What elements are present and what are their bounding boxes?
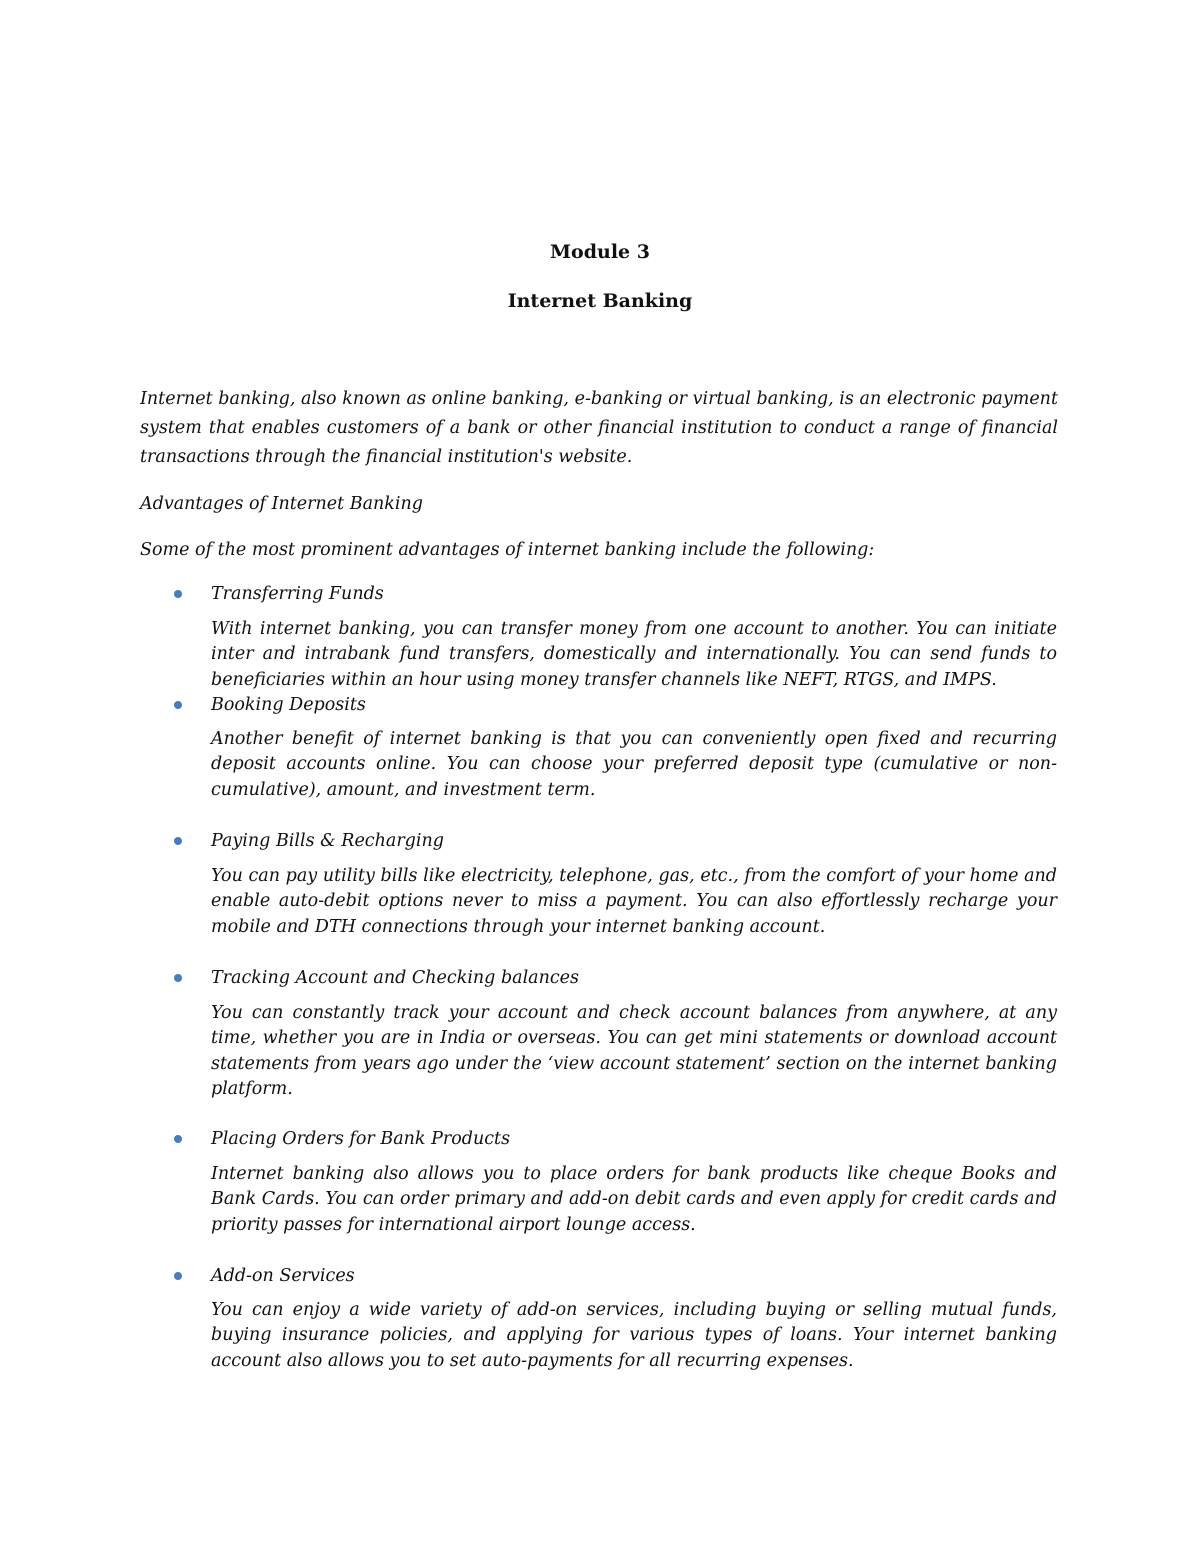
bullet-icon <box>174 974 182 982</box>
list-item-body: You can constantly track your account and check account balances from anywhere, at any time, whether you are in India or overseas. You can get mini statements or download account statements from years ago under the ‘view account statement’ section on the internet banking platform. <box>211 1003 1057 1099</box>
list-item-title: Add-on Services <box>211 1266 355 1286</box>
bullet-icon <box>174 590 182 598</box>
list-item-body: You can pay utility bills like electricity, telephone, gas, etc., from the comfort of your home and enable auto-debit options never to miss a payment. You can also effortlessly recharge your mobile and DTH connections through your internet banking account. <box>211 866 1057 937</box>
bullet-icon <box>174 1272 182 1280</box>
advantages-lead: Some of the most prominent advantages of internet banking include the following: <box>140 540 875 560</box>
list-item-title: Booking Deposits <box>211 695 366 715</box>
list-item-body: Internet banking also allows you to place orders for bank products like cheque Books and Bank Cards. You can order primary and add-on debit cards and even apply for credit cards and priority passes for international airport lounge access. <box>211 1164 1057 1235</box>
list-item-title: Tracking Account and Checking balances <box>211 968 580 988</box>
list-item-body: Another benefit of internet banking is that you can conveniently open fixed and recurring deposit accounts online. You can choose your preferred deposit type (cumulative or non-cumulative), amount, and investment term. <box>211 729 1057 800</box>
page-title: Internet Banking <box>507 290 693 312</box>
module-title: Module 3 <box>550 241 650 263</box>
bullet-icon <box>174 1135 182 1143</box>
list-item-body: With internet banking, you can transfer money from one account to another. You can initiate inter and intrabank fund transfers, domestically and internationally. You can send funds to beneficiaries within an hour using money transfer channels like NEFT, RTGS, and IMPS. <box>211 619 1057 690</box>
list-item-body: You can enjoy a wide variety of add-on services, including buying or selling mutual funds, buying insurance policies, and applying for various types of loans. Your internet banking account also allows you to set auto-payments for all recurring expenses. <box>211 1300 1057 1371</box>
bullet-icon <box>174 701 182 709</box>
bullet-icon <box>174 837 182 845</box>
intro-paragraph: Internet banking, also known as online banking, e-banking or virtual banking, is an electronic payment system that enables customers of a bank or other financial institution to conduct a range of financial transactions through the financial institution's website. <box>140 389 1058 467</box>
list-item-title: Paying Bills & Recharging <box>211 831 444 851</box>
advantages-heading: Advantages of Internet Banking <box>140 494 423 514</box>
list-item-title: Transferring Funds <box>211 584 384 604</box>
list-item-title: Placing Orders for Bank Products <box>211 1129 511 1149</box>
